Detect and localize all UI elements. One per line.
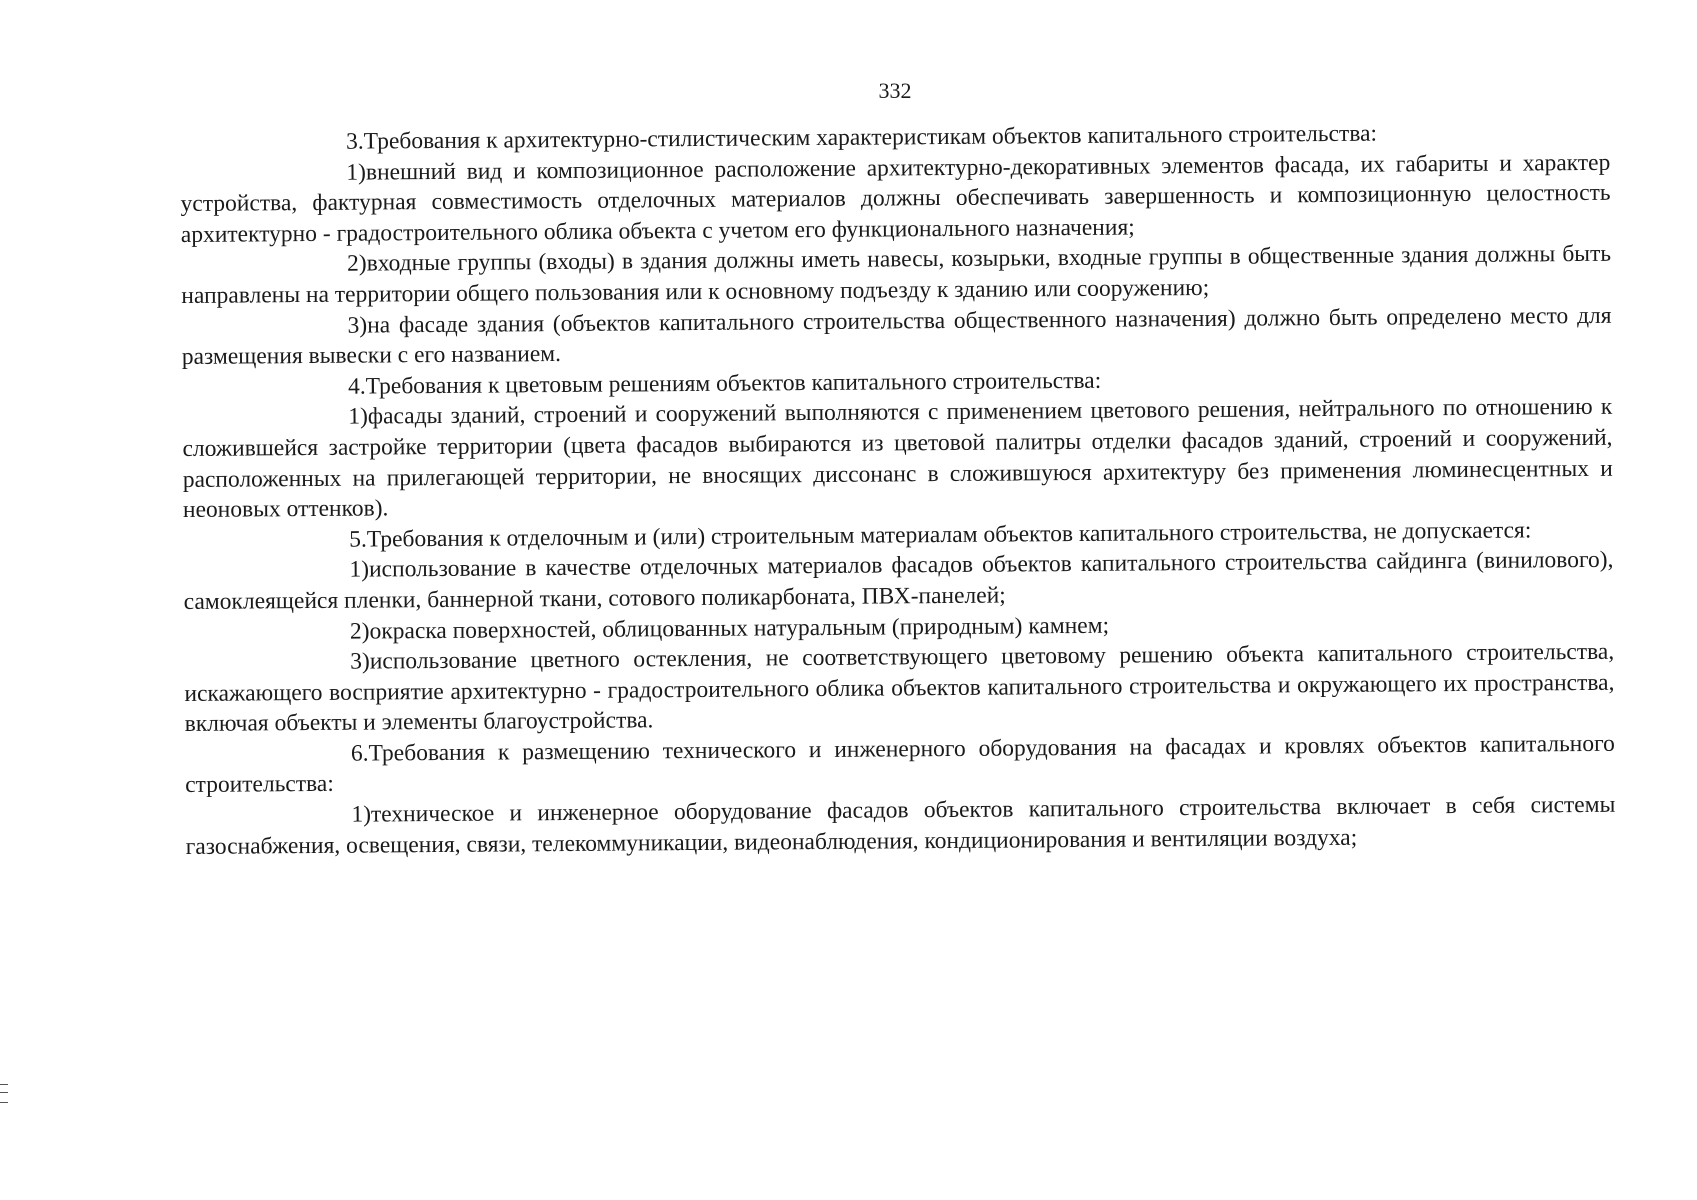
paragraph-text: использование цветного остекления, не соответствующего цветовому решению объекта капитального строительства, искажающего восприятие архитектурно - градостроительного облика объектов капитального строительства и окружающего их пространства, включая объекты и элементы благоустройства. — [184, 638, 1615, 738]
item-number: 6. — [350, 740, 369, 767]
section-4-item-1 — [182, 392, 1613, 526]
item-number: 1) — [346, 159, 367, 186]
paragraph-text: Требования к отделочным и (или) строительным материалам объектов капитального строительства, не допускается: — [366, 517, 1532, 553]
item-number: 3) — [347, 312, 368, 339]
paragraph-text: техническое и инженерное оборудование фасадов объектов капитального строительства включает в себя системы газоснабжения, освещения, связи, телекоммуникации, видеонаблюдения, кондиционирования и вентиляции воздуха; — [185, 791, 1616, 860]
section-5-item-3 — [184, 637, 1615, 740]
section-3-item-1 — [180, 147, 1611, 250]
item-number: 3) — [350, 648, 370, 675]
paragraph-text: Требования к размещению технического и инженерного оборудования на фасадах и кровлях объектов капитального строительства: — [185, 730, 1615, 799]
paragraph-text: внешний вид и композиционное расположение архитектурно-декоративных элементов фасада, их габариты и характер устройства, фактурная совместимость отделочных материалов должны обеспечивать завершенность и композиционную целостность архитектурно - градостроительного облика объекта с учетом его функционального назначения; — [180, 149, 1611, 248]
section-3-item-2 — [181, 239, 1611, 311]
section-3-item-3 — [181, 300, 1611, 372]
scan-edge-mark — [0, 1102, 8, 1103]
scan-edge-mark — [0, 1084, 8, 1085]
item-number: 1) — [348, 403, 368, 431]
paragraph-text: входные группы (входы) в здания должны иметь навесы, козырьки, входные группы в общественные здания должны быть направлены на территории общего пользования или к основному подъезду к зданию или сооружению; — [181, 241, 1612, 309]
paragraph-text: фасады зданий, строений и сооружений выполняются с применением цветового решения, нейтрального по отношению к сложившейся застройке территории (цвета фасадов выбираются из цветовой палитры отделки фасадов зданий, строений и сооружений, расположенных на прилегающей территории, не вносящих диссонанс в сложившуюся архитектуру без применения люминесцентных и неоновых оттенков). — [182, 394, 1613, 524]
item-number: 2) — [349, 618, 370, 645]
item-number: 3. — [346, 128, 364, 155]
paragraph-text: на фасаде здания (объектов капитального строительства общественного назначения) должно быть определено место для размещения вывески с его названием. — [181, 302, 1612, 371]
item-number: 5. — [349, 526, 367, 553]
paragraph-text: использование в качестве отделочных материалов фасадов объектов капитального строительства сайдинга (винилового), самоклеящейся пленки, баннерной ткани, сотового поликарбоната, ПВХ-панелей; — [183, 547, 1614, 615]
document-body — [180, 117, 1616, 862]
scan-edge-mark — [0, 1092, 8, 1093]
paragraph-text: Требования к цветовым решениям объектов капитального строительства: — [365, 367, 1102, 400]
paragraph-text: окраска поверхностей, облицованных натуральным (природным) камнем; — [369, 612, 1110, 645]
page-number: 332 — [878, 78, 912, 103]
item-number: 4. — [347, 373, 366, 400]
section-6-item-1 — [185, 790, 1615, 862]
item-number: 1) — [349, 556, 370, 583]
paragraph-text: Требования к архитектурно-стилистическим характеристикам объектов капитального строительства: — [363, 120, 1378, 155]
item-number: 2) — [346, 250, 367, 278]
section-5-item-1 — [183, 545, 1613, 617]
section-6-heading — [185, 729, 1615, 801]
item-number: 1) — [351, 801, 372, 828]
